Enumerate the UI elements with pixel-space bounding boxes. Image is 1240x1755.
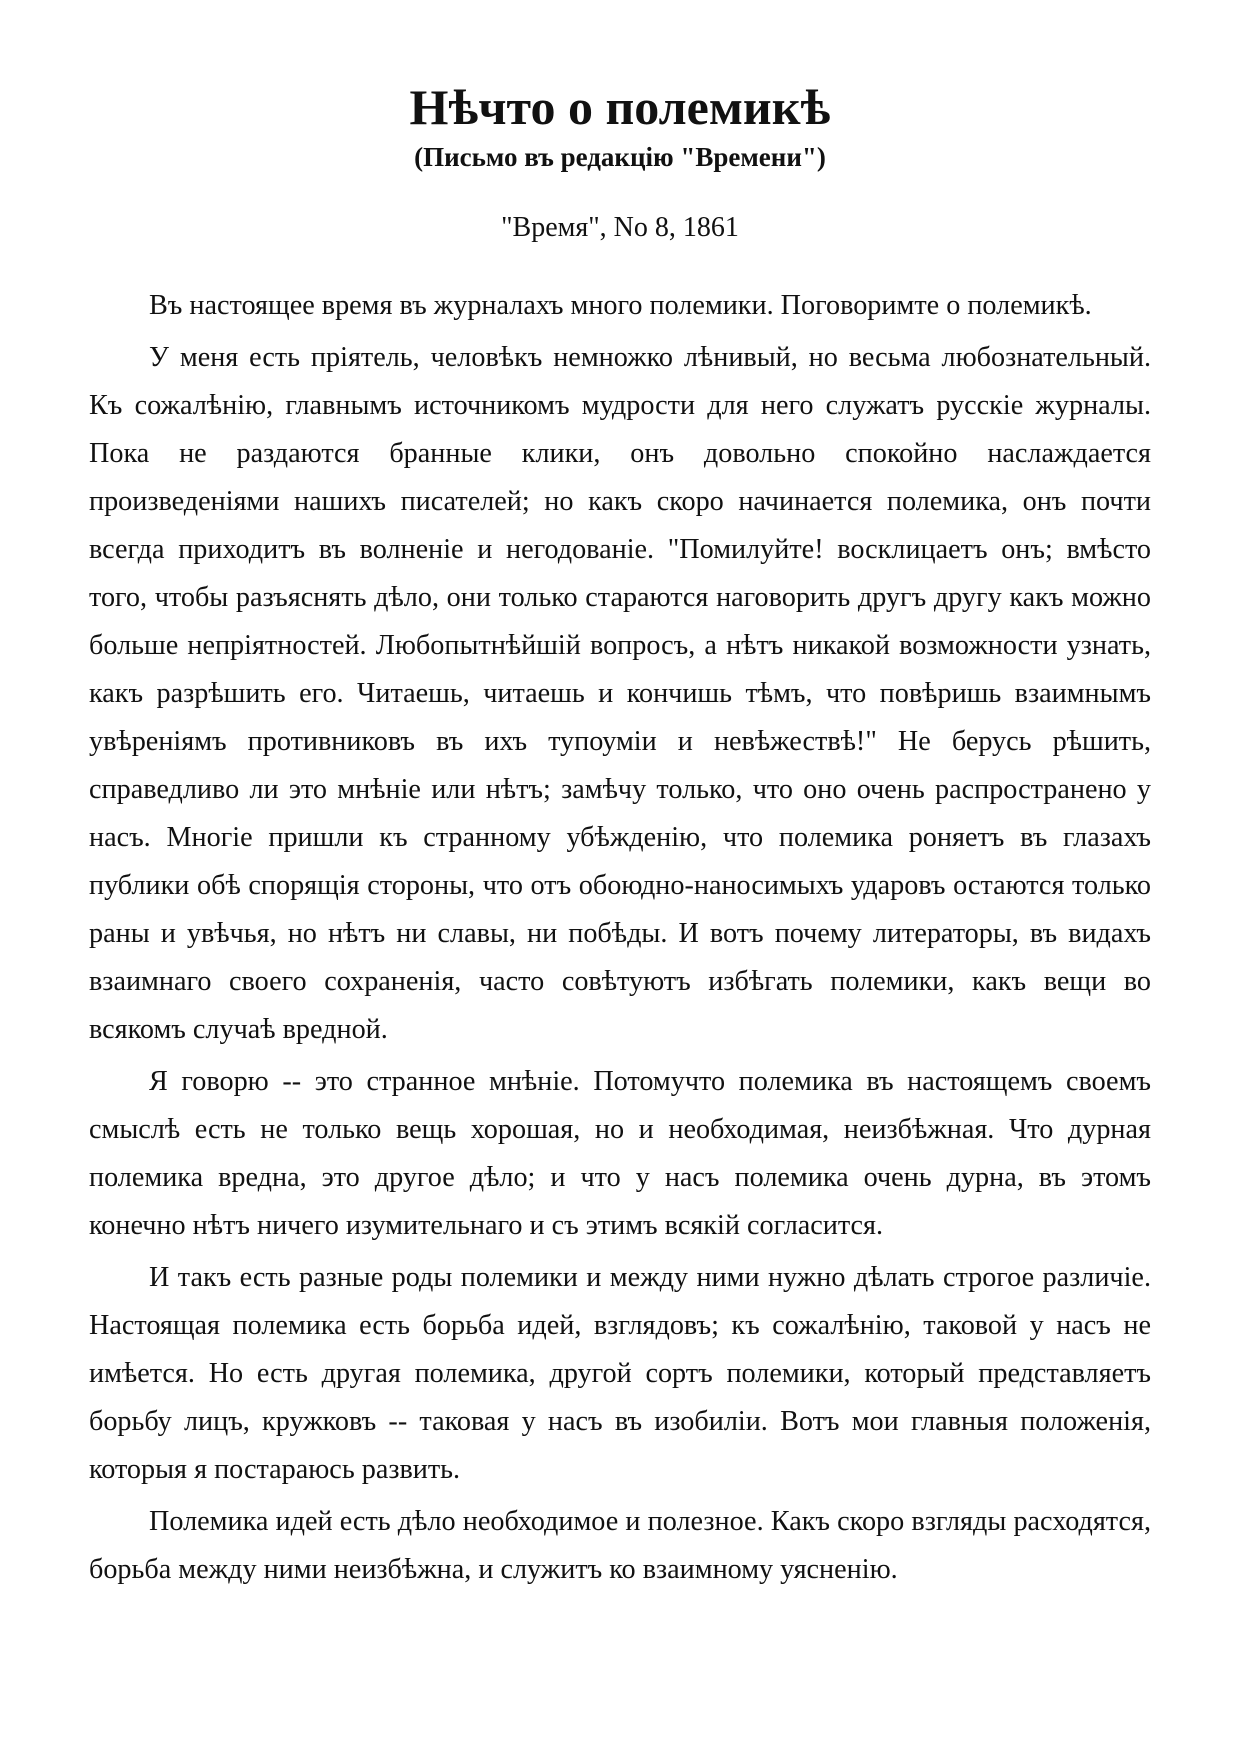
paragraph: Я говорю -- это странное мнѣніе. Потомучто полемика въ настоящемъ своемъ смыслѣ есть не только вещь хорошая, но и необходимая, неизбѣжная. Что дурная полемика вредна, это другое дѣло; и что у насъ полемика очень дурна, въ этомъ конечно нѣтъ ничего изумительнаго и съ этимъ всякій согласится. bbox=[89, 1066, 1151, 1241]
paragraph: И такъ есть разные роды полемики и между ними нужно дѣлать строгое различіе. Настоящая полемика есть борьба идей, взглядовъ; къ сожалѣнію, таковой у насъ не имѣется. Но есть другая полемика, другой сортъ полемики, который представляетъ борьбу лицъ, кружковъ -- таковая у насъ въ изобиліи. Вотъ мои главныя положенія, которыя я постараюсь развить. bbox=[89, 1262, 1151, 1485]
paragraph: Полемика идей есть дѣло необходимое и полезное. Какъ скоро взгляды расходятся, борьба между ними неизбѣжна, и служитъ ко взаимному уясненію. bbox=[89, 1506, 1151, 1585]
document-title: Нѣчто о полемикѣ bbox=[409, 79, 831, 135]
publication-source: "Время", No 8, 1861 bbox=[501, 212, 739, 243]
paragraph: У меня есть пріятель, человѣкъ немножко лѣнивый, но весьма любознательный. Къ сожалѣнію, главнымъ источникомъ мудрости для него служатъ русскіе журналы. Пока не раздаются бранные клики, онъ довольно спокойно наслаждается произведеніями нашихъ писателей; но какъ скоро начинается полемика, онъ почти всегда приходитъ въ волненіе и негодованіе. "Помилуйте! восклицаетъ онъ; вмѣсто того, чтобы разъяснять дѣло, они только стараются наговорить другъ другу какъ можно больше непріятностей. Любопытнѣйшій вопросъ, а нѣтъ никакой возможности узнать, какъ разрѣшить его. Читаешь, читаешь и кончишь тѣмъ, что повѣришь взаимнымъ увѣреніямъ противниковъ въ ихъ тупоуміи и невѣжествѣ!" Не берусь рѣшить, справедливо ли это мнѣніе или нѣтъ; замѣчу только, что оно очень распространено у насъ. Многіе пришли къ странному убѣжденію, что полемика роняетъ въ глазахъ публики обѣ спорящія стороны, что отъ обоюдно-наносимыхъ ударовъ остаются только раны и увѣчья, но нѣтъ ни славы, ни побѣды. И вотъ почему литераторы, въ видахъ взаимнаго своего сохраненія, часто совѣтуютъ избѣгать полемики, какъ вещи во всякомъ случаѣ вредной. bbox=[89, 342, 1151, 1045]
document-subtitle: (Письмо въ редакцію "Времени") bbox=[414, 142, 826, 172]
document-body bbox=[89, 282, 1151, 1598]
paragraph: Въ настоящее время въ журналахъ много полемики. Поговоримте о полемикѣ. bbox=[149, 290, 1092, 321]
